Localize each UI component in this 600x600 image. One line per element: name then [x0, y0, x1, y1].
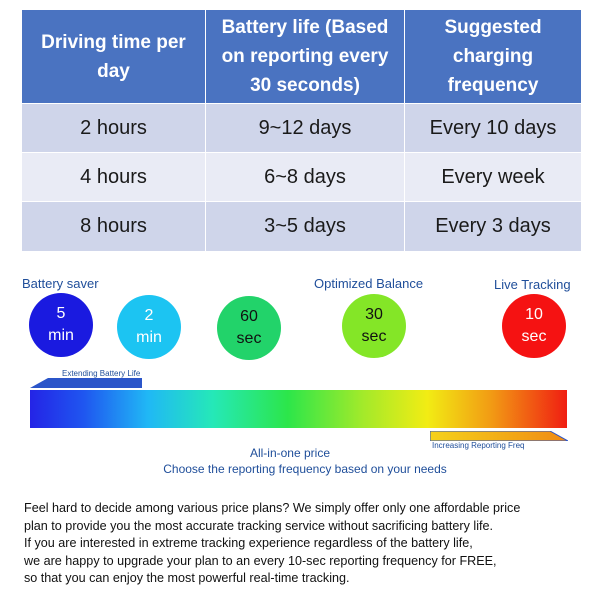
circle-unit: sec	[236, 330, 262, 347]
circle-value: 30	[365, 306, 383, 323]
circle-value: 5	[56, 305, 66, 322]
circle-unit: sec	[521, 328, 547, 345]
circle-unit: min	[136, 329, 162, 346]
description-line: we are happy to upgrade your plan to an every 10-sec reporting frequency for FREE,	[24, 553, 497, 568]
increasing-frequency-label: Increasing Reporting Freq	[432, 441, 525, 450]
choose-frequency-caption: Choose the reporting frequency based on your needs	[163, 462, 447, 476]
extending-battery-arrow-icon	[30, 378, 142, 388]
battery-life-table	[22, 10, 581, 251]
circle-value: 10	[525, 306, 543, 323]
live-tracking-label: Live Tracking	[494, 277, 571, 292]
battery-saver-label: Battery saver	[22, 276, 99, 291]
pricing-description	[24, 500, 594, 588]
header-battery-life: Battery life (Based on reporting every 30 seconds)	[206, 10, 405, 104]
description-line: plan to provide you the most accurate tracking service without sacrificing battery life.	[24, 518, 493, 533]
cell-driving-time-row3: 8 hours	[22, 202, 206, 251]
cell-battery-life-row1: 9~12 days	[206, 104, 405, 153]
frequency-circle-60sec	[217, 296, 281, 360]
description-line: Feel hard to decide among various price plans? We simply offer only one affordable price	[24, 501, 521, 515]
optimized-balance-label: Optimized Balance	[314, 276, 424, 291]
description-line: so that you can enjoy the most powerful real-time tracking.	[24, 571, 350, 585]
frequency-spectrum-bar	[30, 390, 567, 428]
circle-value: 60	[240, 308, 258, 325]
cell-driving-time-row2: 4 hours	[22, 153, 206, 202]
frequency-circle-10sec	[502, 294, 566, 358]
circle-unit: min	[48, 327, 74, 344]
frequency-circle-5min	[29, 293, 93, 357]
all-in-one-price-caption: All-in-one price	[249, 446, 331, 460]
circle-value: 2	[144, 307, 154, 324]
cell-charging-frequency-row1: Every 10 days	[405, 104, 581, 153]
header-charging-frequency: Suggested charging frequency	[405, 10, 581, 104]
header-driving-time: Driving time per day	[22, 10, 206, 104]
extending-battery-label: Extending Battery Life	[62, 369, 141, 378]
description-line: If you are interested in extreme tracking experience regardless of the battery life,	[24, 536, 473, 550]
cell-charging-frequency-row3: Every 3 days	[405, 202, 581, 251]
cell-charging-frequency-row2: Every week	[405, 153, 581, 202]
frequency-circle-30sec	[342, 294, 406, 358]
circle-unit: sec	[361, 328, 387, 345]
frequency-circle-2min	[117, 295, 181, 359]
cell-battery-life-row3: 3~5 days	[206, 202, 405, 251]
cell-driving-time-row1: 2 hours	[22, 104, 206, 153]
cell-battery-life-row2: 6~8 days	[206, 153, 405, 202]
increasing-frequency-arrow-icon	[430, 431, 568, 441]
